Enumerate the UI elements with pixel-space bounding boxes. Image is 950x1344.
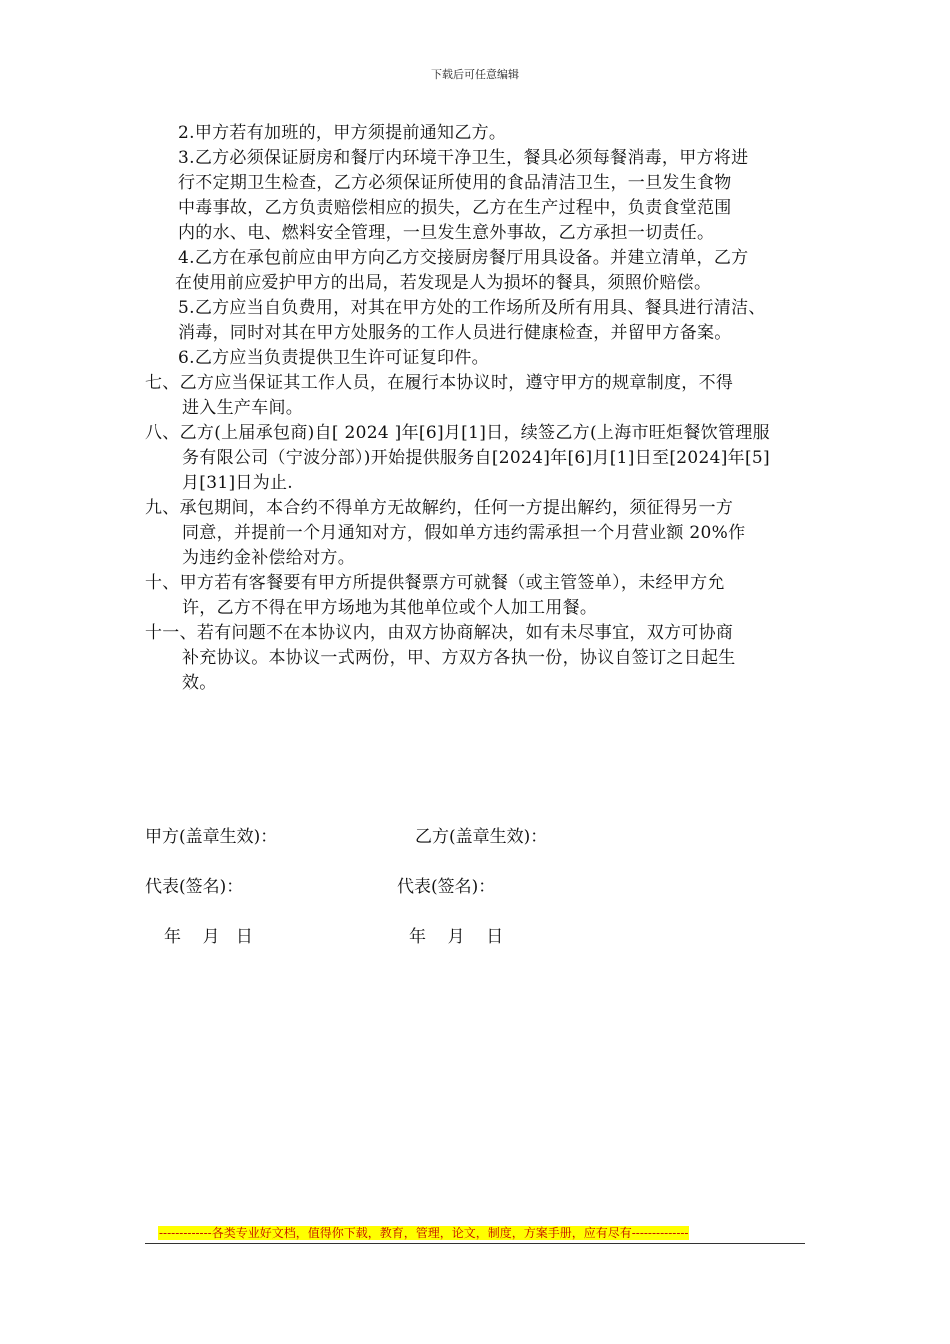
party-a-seal-label: 甲方(盖章生效)： [145, 827, 278, 847]
agreement-line: 5.乙方应当自负费用，对其在甲方处的工作场所及所有用具、餐具进行清洁、 [178, 298, 766, 318]
agreement-line: 在使用前应爱护甲方的出局，若发现是人为损坏的餐具，须照价赔偿。 [175, 273, 712, 293]
agreement-line: 2.甲方若有加班的，甲方须提前通知乙方。 [178, 123, 507, 143]
agreement-body [145, 121, 825, 696]
agreement-line: 为违约金补偿给对方。 [182, 548, 355, 568]
agreement-line: 补充协议。本协议一式两份，甲、方双方各执一份，协议自签订之日起生 [182, 648, 736, 668]
agreement-line: 内的水、电、燃料安全管理，一旦发生意外事故，乙方承担一切责任。 [178, 223, 715, 243]
agreement-line: 效。 [182, 673, 217, 693]
footer-divider [145, 1243, 805, 1244]
agreement-line: 进入生产车间。 [182, 398, 304, 418]
agreement-line: 八、乙方(上届承包商)自[ 2024 ]年[6]月[1]日，续签乙方(上海市旺炬餐饮管理服 [145, 423, 770, 443]
agreement-line: 十、甲方若有客餐要有甲方所提供餐票方可就餐（或主管签单），未经甲方允 [145, 573, 725, 593]
agreement-line: 许，乙方不得在甲方场地为其他单位或个人加工用餐。 [182, 598, 598, 618]
agreement-line: 行不定期卫生检查，乙方必须保证所使用的食品清洁卫生，一旦发生食物 [178, 173, 732, 193]
agreement-line: 消毒，同时对其在甲方处服务的工作人员进行健康检查，并留甲方备案。 [178, 323, 732, 343]
agreement-line: 九、承包期间，本合约不得单方无故解约，任何一方提出解约，须征得另一方 [145, 498, 734, 518]
agreement-line: 6.乙方应当负责提供卫生许可证复印件。 [178, 348, 489, 368]
party-a-representative-label: 代表(签名)： [145, 877, 244, 897]
agreement-line: 务有限公司（宁波分部）)开始提供服务自[2024]年[6]月[1]日至[2024]年[5] [182, 448, 770, 468]
agreement-line: 月[31]日为止. [182, 473, 293, 493]
page-header: 下载后可任意编辑 [431, 68, 519, 81]
party-b-seal-label: 乙方(盖章生效)： [415, 827, 548, 847]
agreement-line: 4.乙方在承包前应由甲方向乙方交接厨房餐厅用具设备。并建立清单，乙方 [178, 248, 749, 268]
agreement-line: 十一、若有问题不在本协议内，由双方协商解决，如有未尽事宜，双方可协商 [145, 623, 734, 643]
agreement-line: 七、乙方应当保证其工作人员，在履行本协议时，遵守甲方的规章制度，不得 [145, 373, 734, 393]
party-a-date-line: 年 月 日 [164, 927, 253, 947]
party-b-date-line: 年 月 日 [409, 927, 504, 947]
agreement-line: 3.乙方必须保证厨房和餐厅内环境干净卫生，餐具必须每餐消毒，甲方将进 [178, 148, 749, 168]
footer-banner: -------------各类专业好文档，值得你下载，教育，管理，论文，制度，方案手册，应有尽有-------------- [159, 1226, 689, 1240]
agreement-line: 同意，并提前一个月通知对方，假如单方违约需承担一个月营业额 20%作 [182, 523, 746, 543]
agreement-line: 中毒事故，乙方负责赔偿相应的损失，乙方在生产过程中，负责食堂范围 [178, 198, 732, 218]
party-b-representative-label: 代表(签名)： [397, 877, 496, 897]
